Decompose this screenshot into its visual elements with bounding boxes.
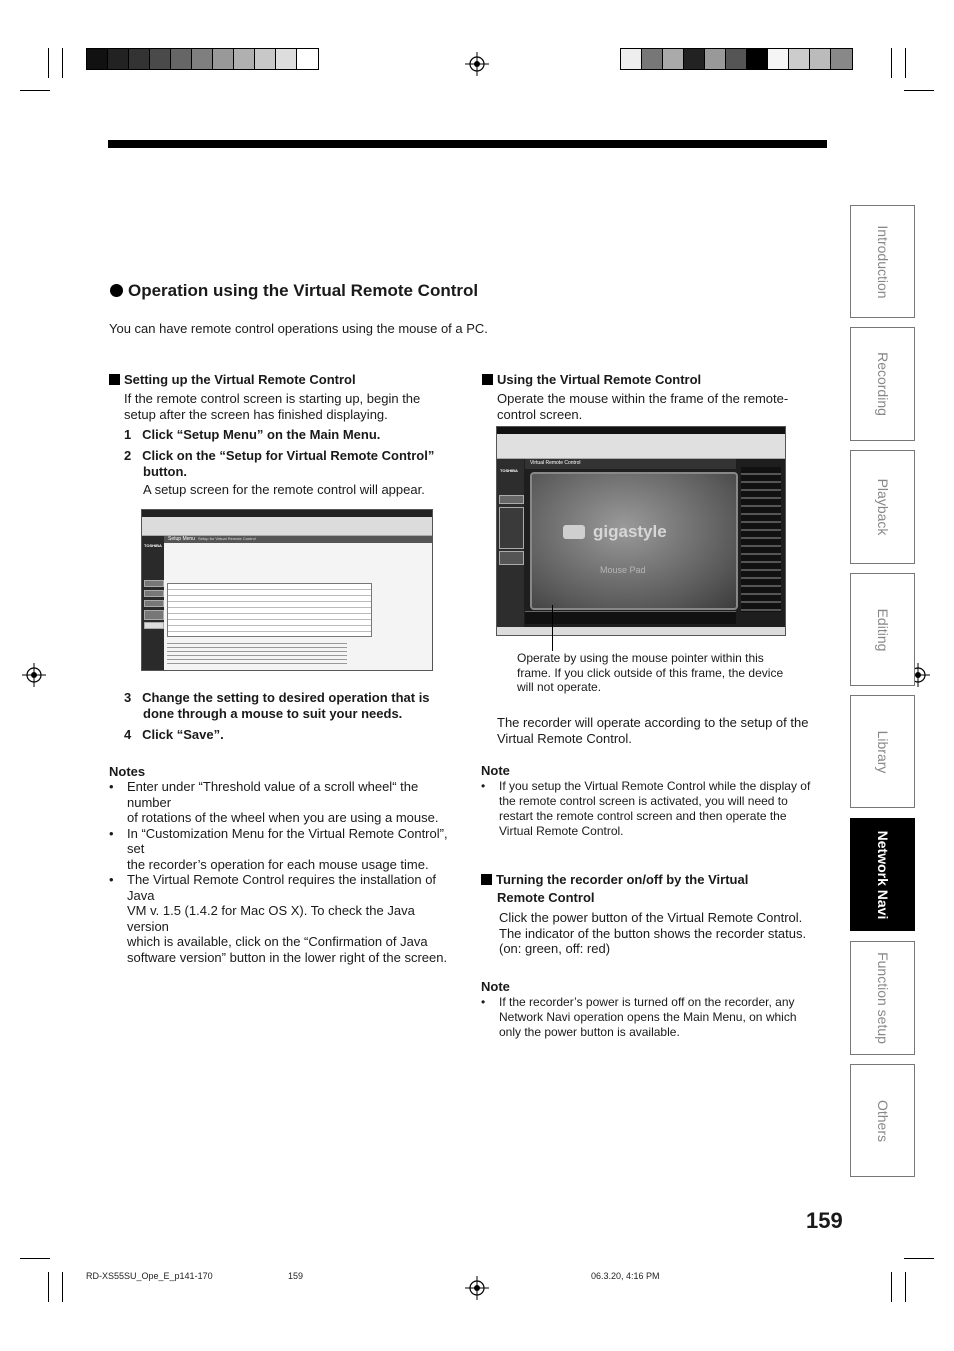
- text-line: software version” button in the lower right of the screen.: [127, 949, 448, 965]
- color-swatch: [297, 49, 318, 69]
- setup-item: [144, 600, 164, 607]
- color-swatch: [831, 49, 852, 69]
- text-line: Operate by using the mouse pointer within this: [517, 651, 764, 665]
- color-swatch: [276, 49, 297, 69]
- text-line: 2 Click on the “Setup for Virtual Remote Control”: [124, 448, 435, 463]
- text-line: Remote Control: [497, 890, 595, 905]
- text-line: the recorder’s operation for each mouse usage time.: [127, 856, 429, 872]
- note-list: [481, 995, 797, 1040]
- remote-title: Virtual Remote Control: [530, 460, 581, 466]
- tab-label: Introduction: [874, 224, 891, 299]
- gigastyle-mark-icon: [563, 525, 585, 539]
- note-item: [118, 826, 459, 873]
- color-swatch: [726, 49, 747, 69]
- step-1: 1 Click “Setup Menu” on the Main Menu.: [124, 427, 381, 442]
- color-swatch: [747, 49, 768, 69]
- power-heading: [481, 871, 748, 907]
- note-item: [490, 995, 797, 1040]
- text-line: Virtual Remote Control.: [499, 824, 624, 838]
- brand-label: TOSHIBA: [500, 468, 518, 473]
- crop-mark: [62, 1272, 63, 1302]
- power-para: [499, 910, 806, 957]
- registration-mark-icon: [465, 1276, 489, 1300]
- tab-editing[interactable]: [850, 573, 915, 686]
- color-swatch: [87, 49, 108, 69]
- tab-label: Editing: [874, 608, 891, 651]
- text-line: The indicator of the button shows the recorder status.: [499, 925, 807, 941]
- crop-mark: [48, 48, 49, 78]
- step-2-result: A setup screen for the remote control will appear.: [143, 482, 425, 497]
- color-swatch: [129, 49, 150, 69]
- text-line: (on: green, off: red): [499, 941, 611, 956]
- text-line: of rotations of the wheel when you are using a mouse.: [127, 810, 439, 825]
- color-swatch: [213, 49, 234, 69]
- tab-label: Function setup: [874, 952, 891, 1044]
- color-swatch: [255, 49, 276, 69]
- text-line: If the remote control screen is starting up, begin the: [124, 391, 421, 406]
- tab-label: Others: [874, 1099, 891, 1142]
- crop-mark: [905, 48, 906, 78]
- setup-menu-screenshot: [141, 509, 433, 671]
- color-swatch: [789, 49, 810, 69]
- menu-item: [499, 551, 524, 565]
- color-swatch: [684, 49, 705, 69]
- using-para: [497, 391, 788, 422]
- menu-label: Setup Menu: [168, 536, 195, 542]
- section-title: [110, 281, 478, 301]
- text-line: • The Virtual Remote Control requires the installation of Java: [127, 872, 437, 903]
- tab-introduction[interactable]: [850, 205, 915, 318]
- operate-para: [497, 715, 808, 746]
- color-swatch: [108, 49, 129, 69]
- callout-line: [552, 605, 553, 651]
- setup-item: [144, 590, 164, 597]
- menu-title-label: Setup for Virtual Remote Control: [198, 536, 256, 541]
- crop-mark: [20, 1258, 50, 1259]
- footer-page: 159: [288, 1271, 304, 1281]
- setup-item: [144, 610, 164, 620]
- color-swatch: [621, 49, 642, 69]
- text-line: • If the recorder’s power is turned off on the recorder, any: [499, 995, 795, 1009]
- text-line: The recorder will operate according to the setup of the: [497, 715, 809, 730]
- tab-library[interactable]: [850, 695, 915, 808]
- status-bar: [497, 627, 785, 635]
- crop-mark: [891, 48, 892, 78]
- setup-item: [144, 580, 164, 587]
- color-calibration-bar-left: [86, 48, 319, 70]
- crop-mark: [48, 1272, 49, 1302]
- text-line: the remote control screen is activated, you will need to: [499, 794, 788, 808]
- gigastyle-logo: gigastyle: [593, 522, 667, 541]
- tab-label: Playback: [874, 478, 891, 536]
- footnote-lines: [167, 640, 347, 666]
- crop-mark: [904, 1258, 934, 1259]
- color-swatch: [171, 49, 192, 69]
- footer-date: 06.3.20, 4:16 PM: [591, 1271, 660, 1281]
- crop-mark: [891, 1272, 892, 1302]
- square-bullet-icon: [109, 374, 120, 385]
- text-line: button.: [143, 463, 188, 479]
- note-list: [481, 779, 810, 839]
- text-line: setup after the screen has finished displaying.: [124, 406, 388, 422]
- tab-label: Recording: [874, 352, 891, 416]
- menu-item: [499, 507, 524, 549]
- window-titlebar: [497, 427, 785, 434]
- menu-item: [499, 495, 524, 504]
- note-heading: Note: [481, 763, 510, 778]
- text-line: done through a mouse to suit your needs.: [143, 705, 403, 721]
- setup-item: [144, 622, 164, 629]
- text-line: • If you setup the Virtual Remote Control while the display of: [499, 779, 811, 793]
- mouse-pad-label: Mouse Pad: [600, 565, 646, 575]
- text-line: Click the power button of the Virtual Remote Control.: [499, 910, 803, 925]
- brand-label: TOSHIBA: [144, 543, 162, 548]
- note-item: [490, 779, 810, 839]
- tab-label: Library: [874, 730, 891, 773]
- square-bullet-icon: [481, 874, 492, 885]
- using-heading: [482, 372, 701, 388]
- crop-mark: [20, 90, 50, 91]
- note-item: [118, 872, 459, 965]
- power-heading-line: [481, 871, 748, 889]
- text-line: Network Navi operation opens the Main Menu, on which: [499, 1010, 797, 1024]
- tab-playback[interactable]: [850, 450, 915, 564]
- color-swatch: [234, 49, 255, 69]
- header-rule: [108, 140, 827, 148]
- registration-mark-icon: [465, 52, 489, 76]
- tab-network-navi[interactable]: [850, 818, 915, 931]
- color-swatch: [810, 49, 831, 69]
- bullet-icon: [110, 284, 123, 297]
- note-item: [118, 779, 459, 826]
- color-swatch: [705, 49, 726, 69]
- color-swatch: [642, 49, 663, 69]
- registration-mark-icon: [22, 663, 46, 687]
- notes-heading: Notes: [109, 764, 146, 779]
- text-line: Virtual Remote Control.: [497, 730, 632, 746]
- text-line: which is available, click on the “Confirmation of Java: [127, 934, 428, 949]
- remote-keypad: [741, 467, 781, 612]
- text-line: frame. If you click outside of this frame, the device: [517, 665, 784, 680]
- color-swatch: [192, 49, 213, 69]
- window-titlebar: [142, 510, 432, 517]
- notes-list: [109, 779, 459, 965]
- color-swatch: [150, 49, 171, 69]
- square-bullet-icon: [482, 374, 493, 385]
- text-line: VM v. 1.5 (1.4.2 for Mac OS X). To check the Java version: [127, 903, 415, 934]
- section-intro: You can have remote control operations using the mouse of a PC.: [109, 321, 488, 336]
- callout-text: [517, 651, 783, 695]
- browser-toolbar: [497, 434, 785, 459]
- text-line: will not operate.: [517, 680, 602, 694]
- page-number: 159: [806, 1208, 843, 1233]
- tab-recording[interactable]: [850, 327, 915, 441]
- crop-mark: [904, 90, 934, 91]
- text-line: • In “Customization Menu for the Virtual Remote Control”, set: [127, 825, 448, 856]
- virtual-remote-screenshot: [496, 426, 786, 636]
- text-line: 3 Change the setting to desired operation that is: [124, 690, 430, 705]
- crop-mark: [62, 48, 63, 78]
- status-strip: [525, 611, 736, 624]
- setup-heading-text: Setting up the Virtual Remote Control: [124, 372, 356, 387]
- browser-toolbar: [142, 517, 432, 536]
- section-title-text: Operation using the Virtual Remote Control: [128, 281, 479, 300]
- text-line: restart the remote control screen and then operate the: [499, 809, 787, 823]
- text-line: control screen.: [497, 406, 583, 422]
- step-2: [124, 448, 434, 479]
- using-heading-text: Using the Virtual Remote Control: [497, 372, 702, 387]
- setup-para: [124, 391, 454, 422]
- footer-doc: RD-XS55SU_Ope_E_p141-170: [86, 1271, 213, 1281]
- color-swatch: [663, 49, 684, 69]
- tab-others[interactable]: [850, 1064, 915, 1177]
- customization-table: [167, 583, 372, 637]
- tab-label: Network Navi: [874, 830, 891, 919]
- color-swatch: [768, 49, 789, 69]
- note-heading: Note: [481, 979, 510, 994]
- tab-function-setup[interactable]: [850, 941, 915, 1055]
- text-line: Turning the recorder on/off by the Virtual: [496, 872, 749, 887]
- step-4: 4 Click “Save”.: [124, 727, 224, 742]
- step-3: [124, 690, 430, 721]
- setup-heading: [109, 372, 356, 388]
- text-line: Operate the mouse within the frame of the remote-: [497, 391, 789, 406]
- text-line: only the power button is available.: [499, 1025, 680, 1039]
- color-calibration-bar-right: [620, 48, 853, 70]
- text-line: • Enter under “Threshold value of a scroll wheel“ the number: [127, 779, 419, 810]
- crop-mark: [905, 1272, 906, 1302]
